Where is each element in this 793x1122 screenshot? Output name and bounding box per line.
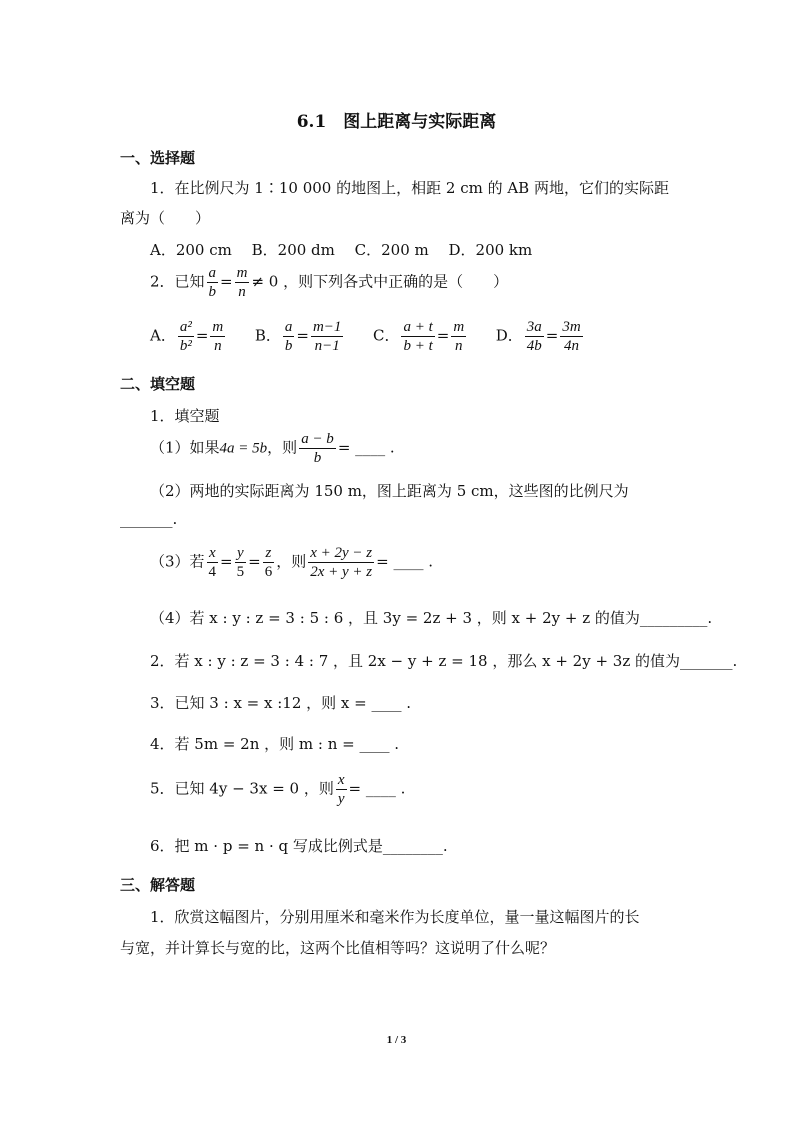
question-2-prefix: 2．已知 <box>150 272 205 291</box>
question-2-tail: ≠ 0 ，则下列各式中正确的是（ ） <box>251 272 509 291</box>
fill-item-4: （4）若 x : y : z = 3 : 5 : 6 ，且 3y = 2z + 3 ，则 x + 2y + z 的值为_________. <box>150 609 713 627</box>
solve-question-1-line-1: 1．欣赏这幅图片，分别用厘米和毫米作为长度单位，量一量这幅图片的长 <box>150 908 640 926</box>
page-title: 6.1 图上距离与实际距离 <box>296 112 497 132</box>
fill-heading: 1．填空题 <box>150 407 220 425</box>
fill-question-6: 6．把 m · p = n · q 写成比例式是________. <box>150 837 448 855</box>
fill-question-3: 3．已知 3 : x = x :12 ，则 x = ____ . <box>150 694 412 712</box>
question-1-line-1: 1．在比例尺为 1∶10 000 的地图上，相距 2 cm 的 AB 两地，它们的实际距 <box>150 179 669 197</box>
fraction-m-over-n: $\frac{m}{n}$ <box>236 265 248 300</box>
section-heading-fill: 二、填空题 <box>120 375 196 393</box>
fraction-a-over-b: $\frac{a}{b}$ <box>208 265 217 300</box>
fill-item-2-line-2: _______. <box>120 510 178 528</box>
section-heading-solve: 三、解答题 <box>120 876 196 894</box>
question-2-options: A． $\frac{\text{a²}}{\text{b²}}$ = $\frac{m}{n}$ B． $\frac{a}{b}$ = $\frac{m-1}{n-1}$ C． $\frac{a + t}{b + t}$ = $\frac{m}{n}$ D． $\frac{3a}{4b}$ = $\frac{3m}{4n}$ <box>150 319 581 354</box>
page-number: 1 / 3 <box>386 1034 407 1046</box>
question-1-line-2: 离为（ ） <box>120 209 211 227</box>
question-2-stem: 2．已知 $\frac{a}{b}$ = $\frac{m}{n}$ ≠ 0 ，则下列各式中正确的是（ ） <box>150 265 509 300</box>
section-heading-choice: 一、选择题 <box>120 149 196 167</box>
fill-item-3: （3）若 $\frac{x}{4}$ = $\frac{y}{5}$ = $\frac{z}{6}$ ，则 $\frac{x + 2y - z}{2x + y + z}$ = ____ . <box>150 545 433 580</box>
fill-question-4: 4．若 5m = 2n ，则 m : n = ____ . <box>150 735 400 753</box>
solve-question-1-line-2: 与宽，并计算长与宽的比，这两个比值相等吗？这说明了什么呢？ <box>120 939 556 957</box>
fill-question-2: 2．若 x : y : z = 3 : 4 : 7 ，且 2x − y + z = 18 ，那么 x + 2y + 3z 的值为_______. <box>150 652 738 670</box>
question-1-options: A．200 cm B．200 dm C．200 m D．200 km <box>150 241 533 259</box>
fill-item-2-line-1: （2）两地的实际距离为 150 m，图上距离为 5 cm，这些图的比例尺为 <box>150 482 629 500</box>
fill-item-1: （1）如果4a = 5b，则 $\frac{a - b}{b}$ = ____ . <box>150 431 395 466</box>
fill-question-5: 5．已知 4y − 3x = 0 ，则 $\frac{x}{y}$ = ____ . <box>150 772 406 807</box>
